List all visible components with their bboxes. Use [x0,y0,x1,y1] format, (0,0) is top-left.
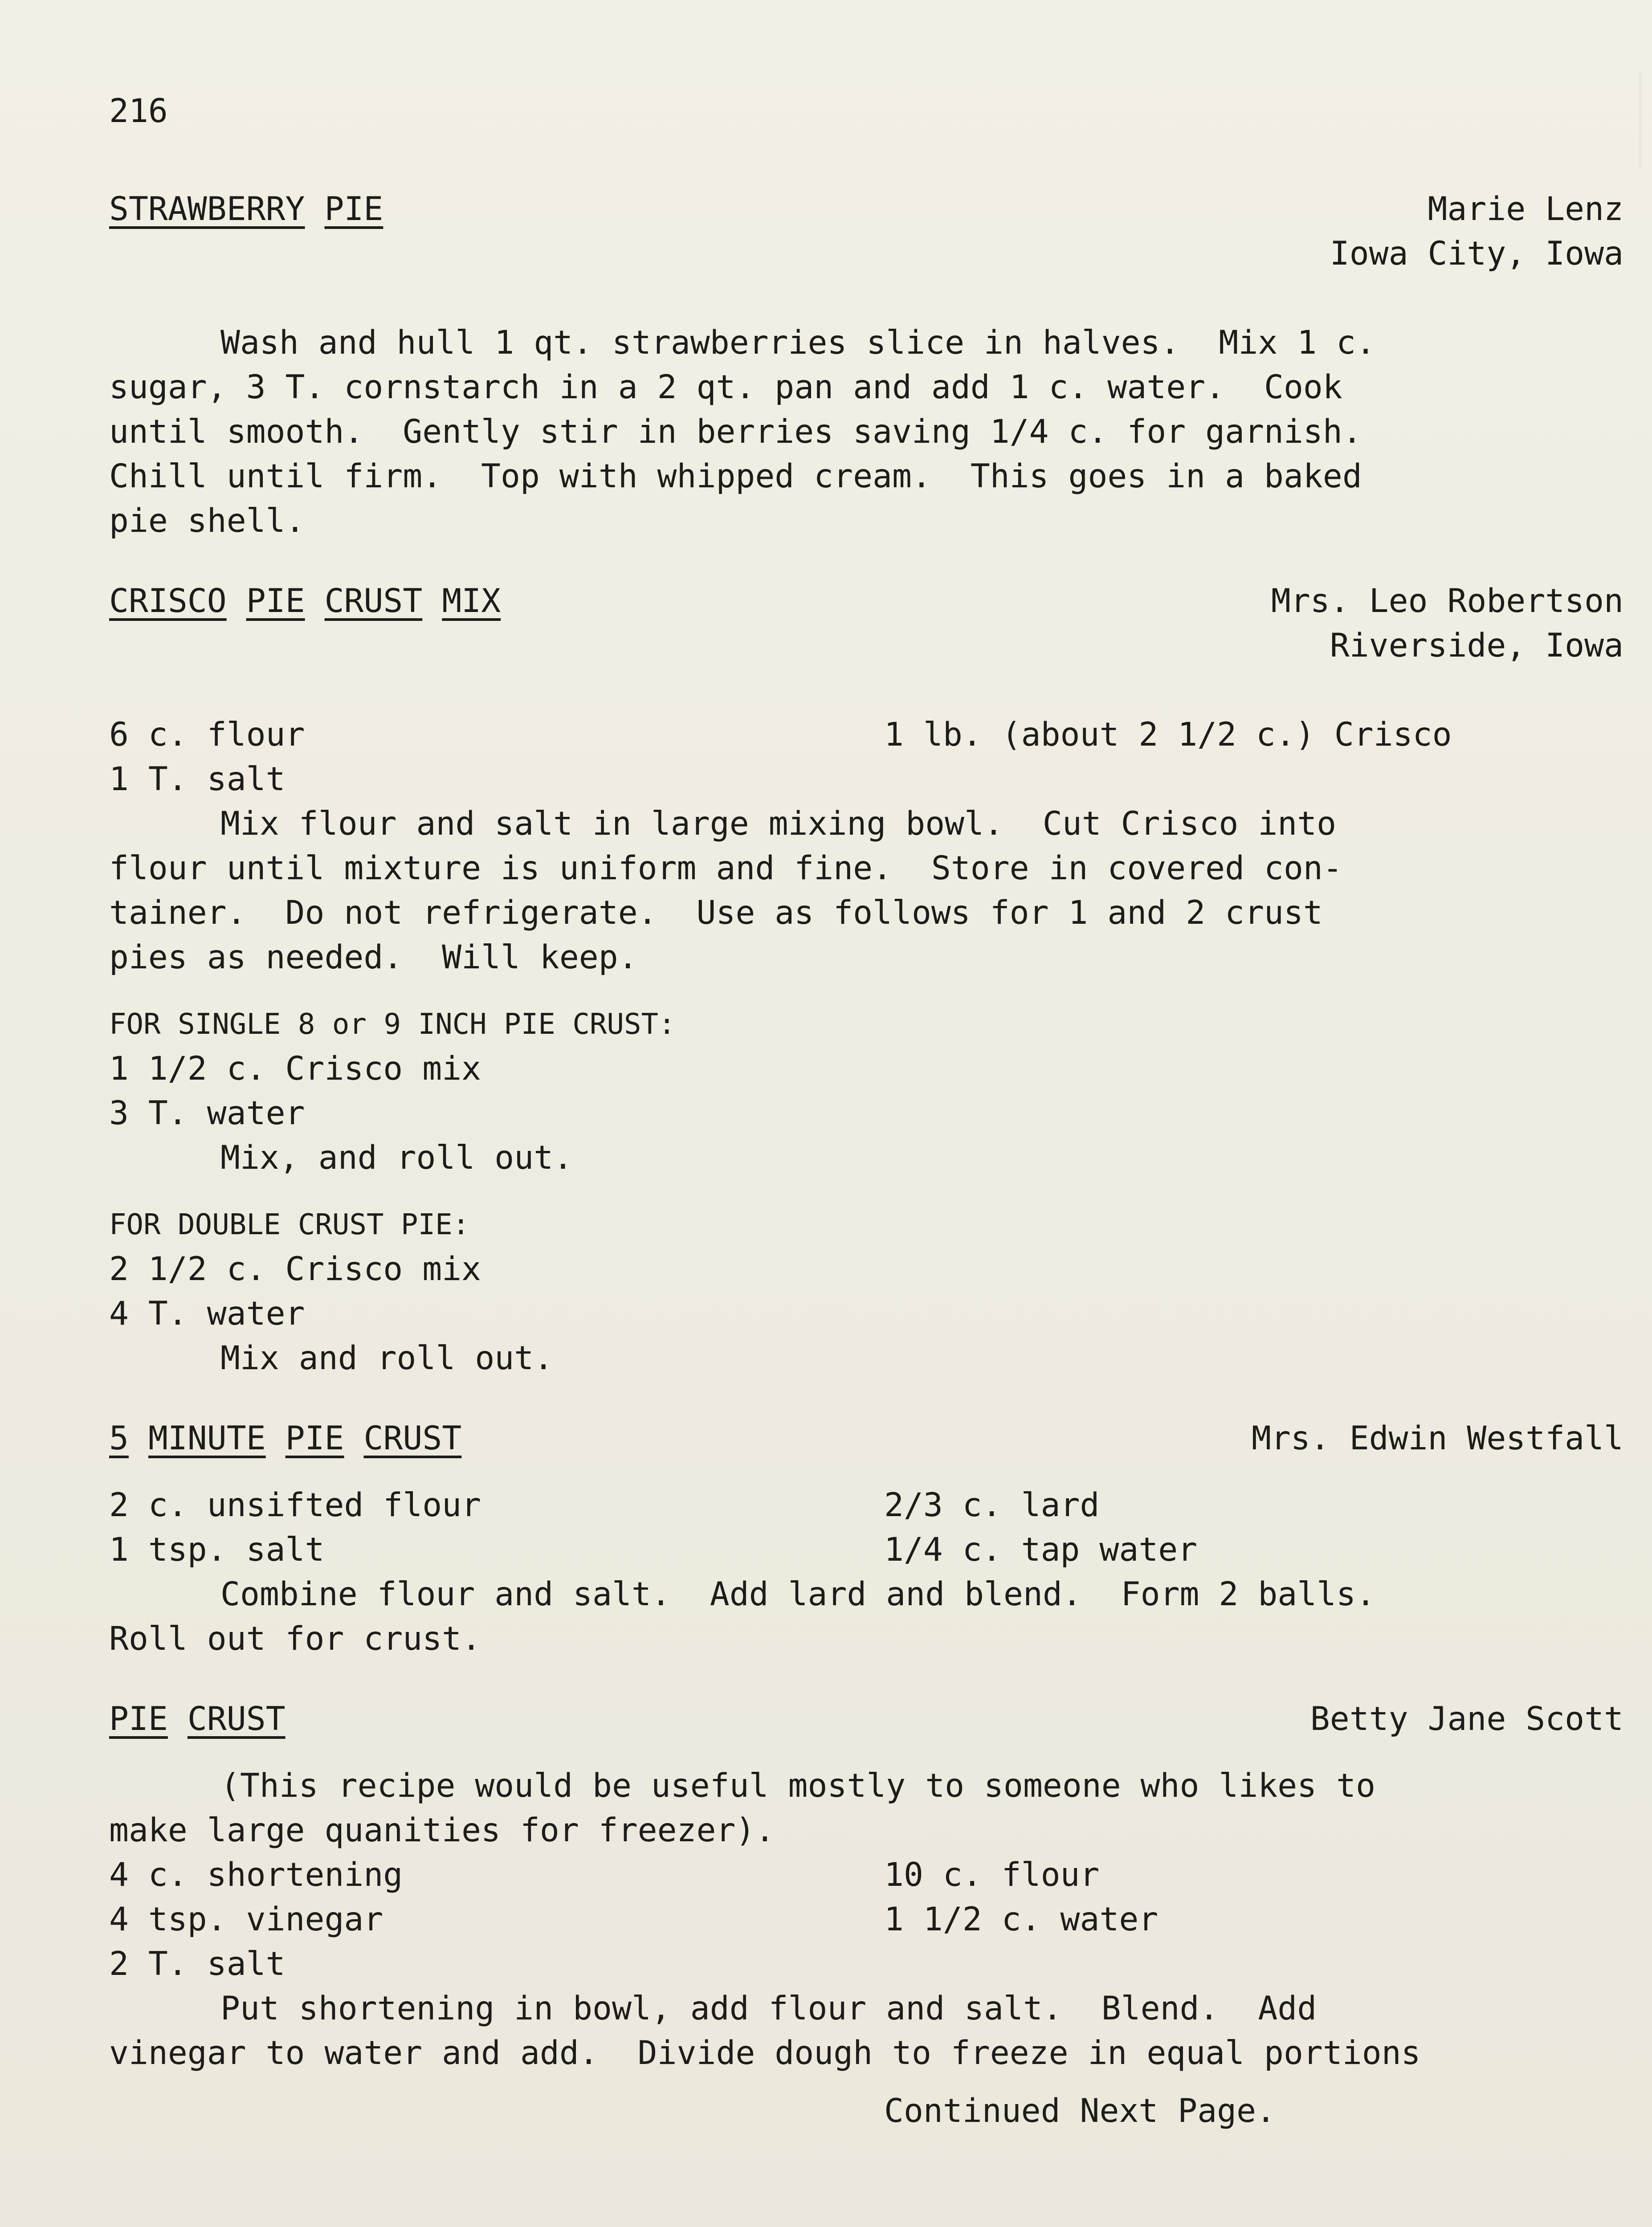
recipe-author: Mrs. Edwin Westfall [1251,1419,1623,1457]
title-word: PIE [109,1700,168,1738]
recipe-location: Riverside, Iowa [1330,627,1623,665]
instruction-line: Mix and roll out. [220,1339,554,1377]
ingredient-row [109,1853,1623,1897]
recipe-title [109,1416,461,1461]
title-word: PIE [285,1419,344,1457]
ingredient: 1 T. salt [109,760,286,798]
ingredient: 1 1/2 c. water [884,1901,1158,1938]
title-word: PIE [246,582,305,620]
title-word: 5 [109,1419,129,1457]
ingredient: 4 tsp. vinegar [109,1901,383,1938]
ingredient: 2 T. salt [109,1945,286,1983]
recipe-title [109,1697,286,1742]
ingredient: 2/3 c. lard [884,1486,1100,1524]
ingredient: 1 lb. (about 2 1/2 c.) Crisco [884,716,1452,754]
ingredient-row [109,1528,1623,1572]
instruction-line: Mix flour and salt in large mixing bowl. Cut Crisco into [220,805,1337,843]
title-word: MINUTE [148,1419,266,1457]
instruction-line: flour until mixture is uniform and fine. Store in covered con- [109,849,1342,887]
instruction-line: vinegar to water and add. Divide dough to freeze in equal portions [109,2034,1421,2072]
instruction-line: sugar, 3 T. cornstarch in a 2 qt. pan and add 1 c. water. Cook [109,368,1342,406]
instruction-line: until smooth. Gently stir in berries saving 1/4 c. for garnish. [109,413,1362,451]
ingredient: 4 c. shortening [109,1856,403,1894]
instruction-line: Chill until firm. Top with whipped cream. This goes in a baked [109,457,1362,495]
recipe-location: Iowa City, Iowa [1330,235,1623,273]
ingredient: 4 T. water [109,1295,305,1333]
ingredient: 2 c. unsifted flour [109,1486,481,1524]
title-word: PIE [324,190,383,228]
title-word: CRUST [363,1419,462,1457]
recipe-author: Mrs. Leo Robertson [1271,582,1623,620]
recipe-author: Marie Lenz [1428,190,1623,228]
sub-heading: FOR DOUBLE CRUST PIE: [109,1208,470,1241]
instruction-line: Put shortening in bowl, add flour and salt. Blend. Add [220,1990,1317,2027]
ingredient: 6 c. flour [109,716,305,754]
instruction-line: make large quanities for freezer). [109,1811,775,1849]
recipe-5-minute-pie-crust [109,1416,1623,1661]
ingredient-row [109,1897,1623,1942]
ingredient-row [109,1942,1623,1986]
ingredient: 2 1/2 c. Crisco mix [109,1250,481,1288]
title-word: STRAWBERRY [109,190,305,228]
recipe-title [109,187,383,232]
instruction-line: tainer. Do not refrigerate. Use as follows for 1 and 2 crust [109,894,1323,932]
ingredient: 1/4 c. tap water [884,1531,1198,1569]
ingredient: 1 1/2 c. Crisco mix [109,1050,481,1088]
recipe-author: Betty Jane Scott [1310,1700,1623,1738]
instruction-line: (This recipe would be useful mostly to someone who likes to [220,1767,1376,1805]
instruction-line: Roll out for crust. [109,1620,481,1658]
ingredient: 10 c. flour [884,1856,1100,1894]
recipe-strawberry-pie [109,187,1623,543]
title-word: MIX [442,582,501,620]
recipe-pie-crust [109,1697,1623,2076]
continued-note: Continued Next Page. [884,2092,1276,2130]
title-word: CRUST [324,582,423,620]
instruction-line: pies as needed. Will keep. [109,938,638,976]
page-number: 216 [109,92,168,130]
instruction-line: pie shell. [109,502,305,540]
ingredient: 1 tsp. salt [109,1531,325,1569]
ingredient: 3 T. water [109,1094,305,1132]
page-content [109,89,1623,2133]
ingredient-row [109,1483,1623,1528]
ingredient-row [109,757,1623,802]
recipe-crisco-pie-crust-mix [109,579,1623,1381]
recipe-title [109,579,501,624]
title-word: CRISCO [109,582,227,620]
sub-heading: FOR SINGLE 8 or 9 INCH PIE CRUST: [109,1008,676,1041]
instruction-line: Combine flour and salt. Add lard and blend. Form 2 balls. [220,1575,1376,1613]
instruction-line: Mix, and roll out. [220,1139,573,1177]
title-word: CRUST [187,1700,286,1738]
ingredient-row [109,713,1623,757]
instruction-line: Wash and hull 1 qt. strawberries slice in halves. Mix 1 c. [220,324,1376,362]
